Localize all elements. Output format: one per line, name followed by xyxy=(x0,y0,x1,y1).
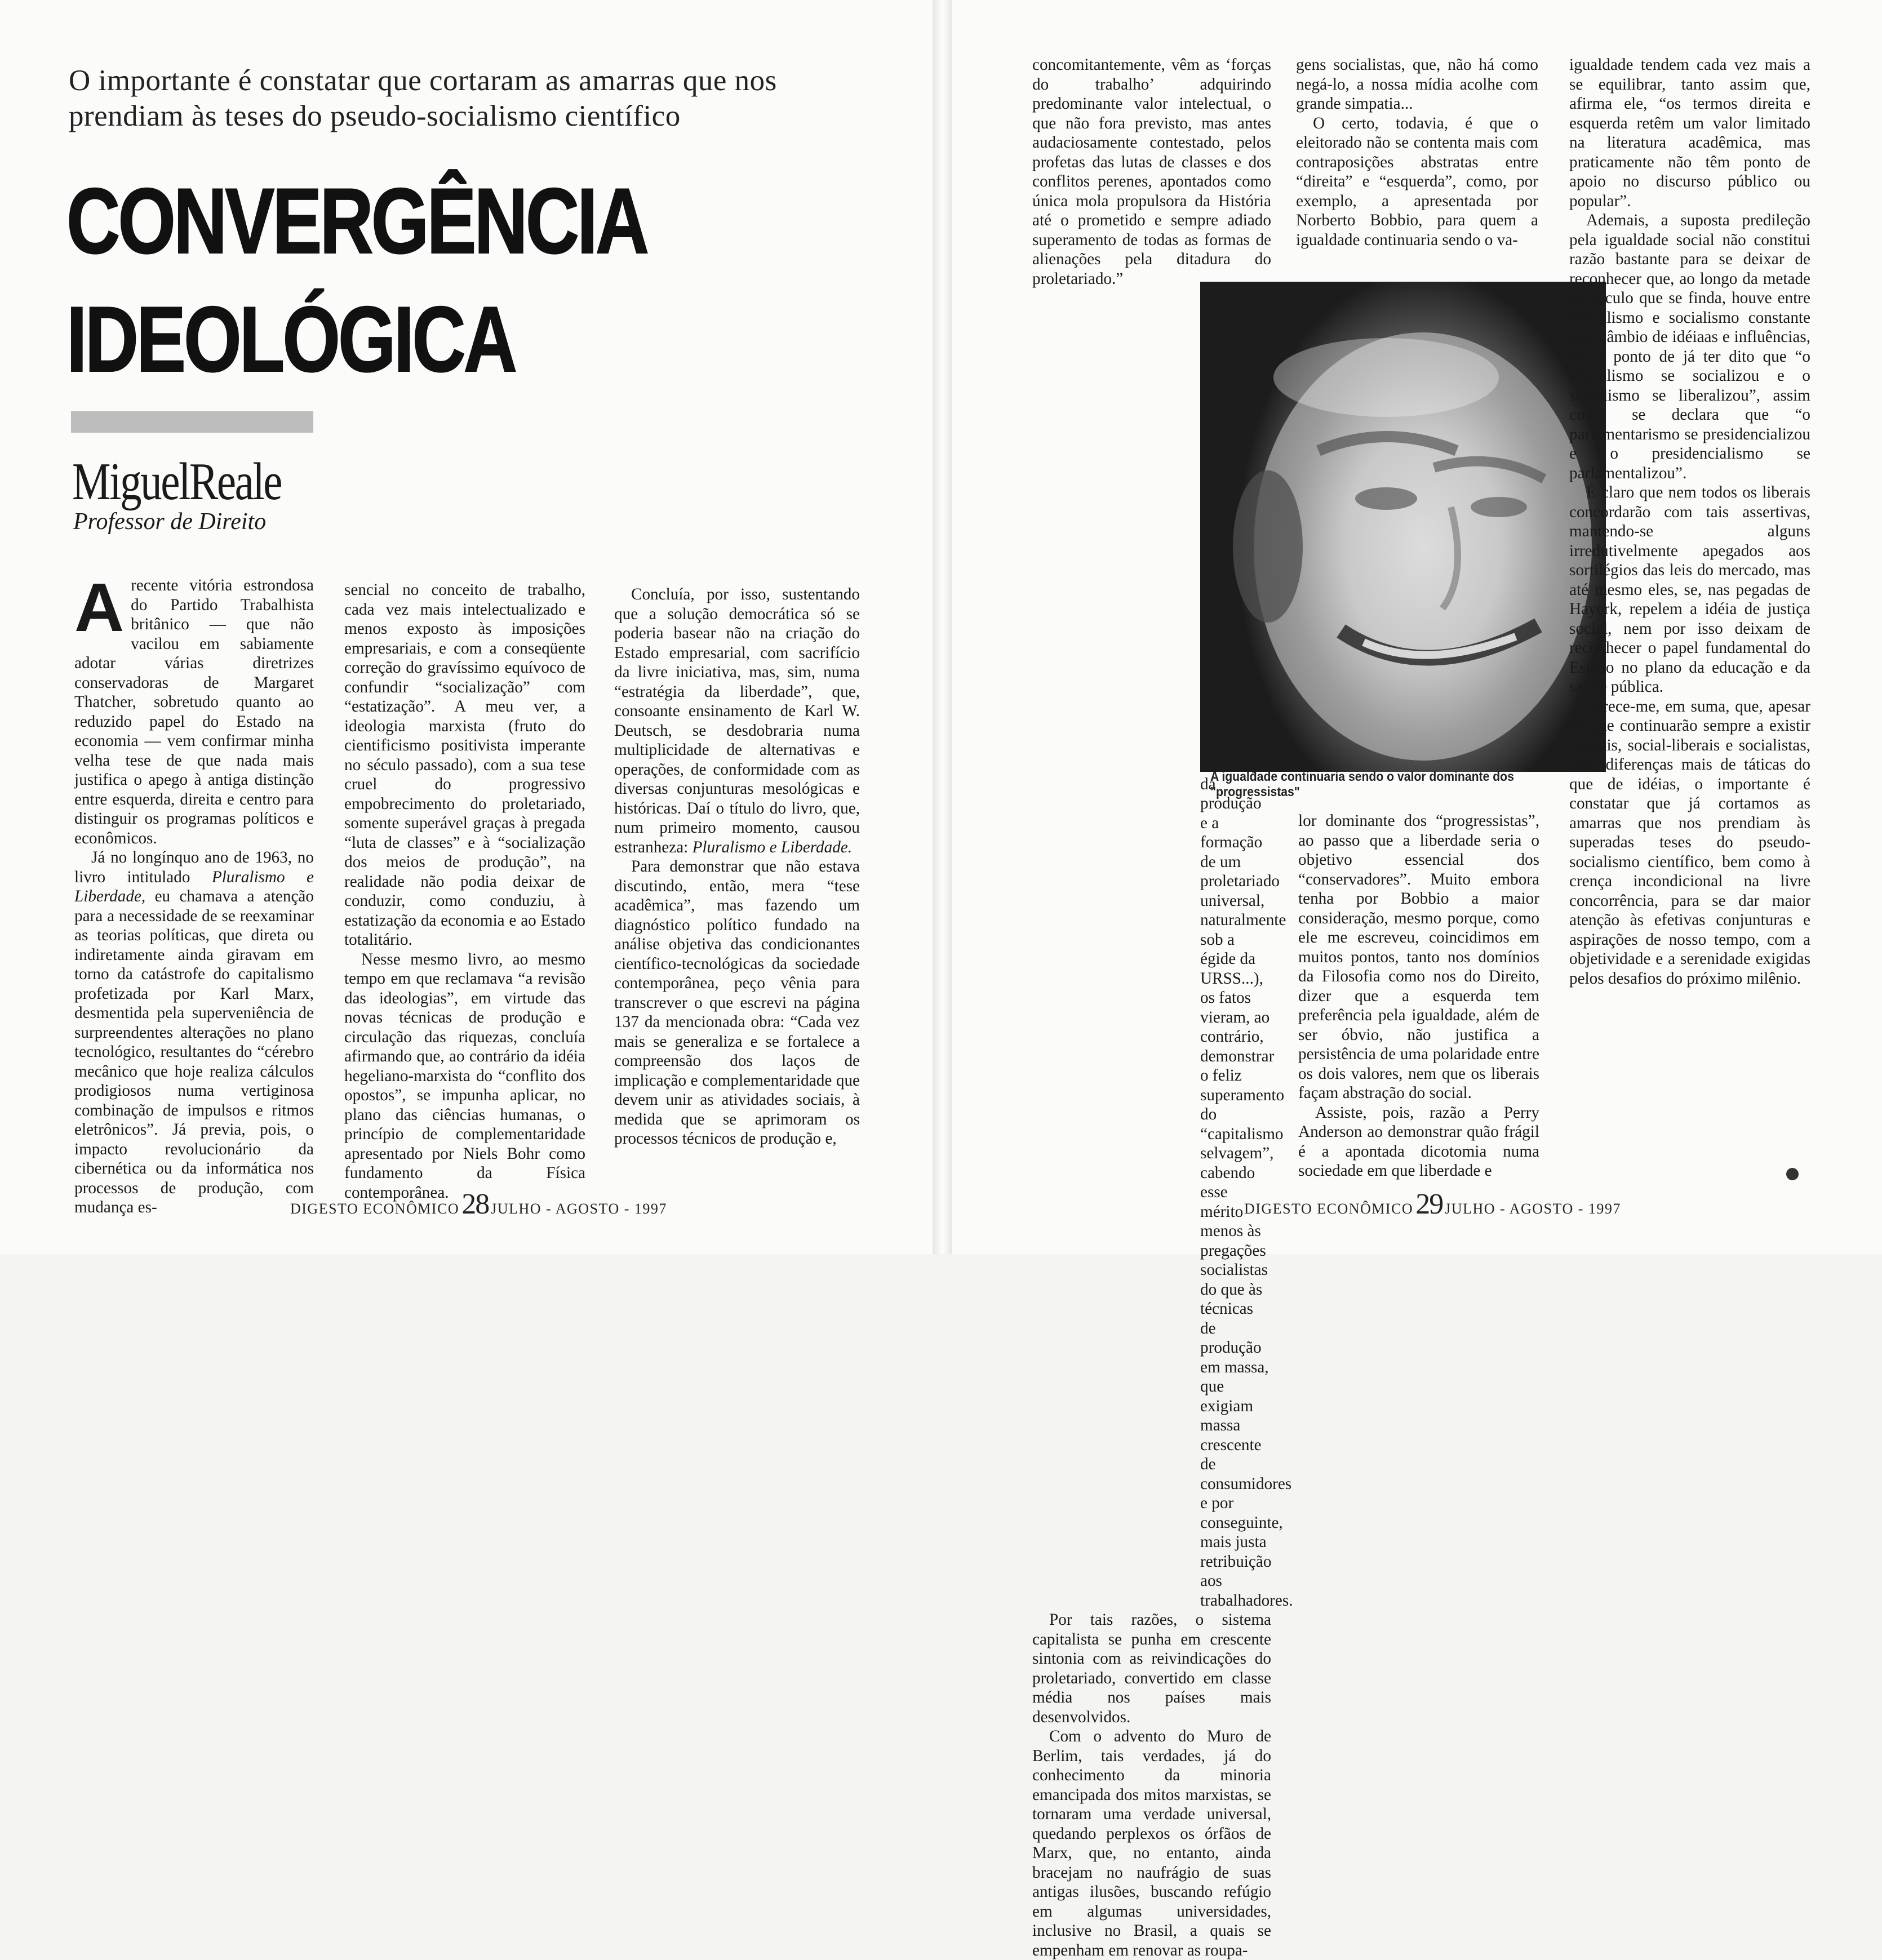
footer-left xyxy=(290,1188,667,1221)
drop-cap: A xyxy=(74,569,125,646)
col5-para-4: Assiste, pois, razão a Perry Anderson ao demonstrar quão frágil é a apontada dicotomia numa sociedade em que liberdade e xyxy=(1298,1103,1539,1180)
col5-para-1: gens socialistas, que, não há como negá-lo, a nossa mídia acolhe com grande simpatia... xyxy=(1296,56,1538,113)
book-title-reference: Pluralismo e Liberdade, xyxy=(74,868,314,905)
article-column-5-top xyxy=(1296,55,1538,250)
title-underline-bar xyxy=(71,411,313,433)
col1-para-2b: eu chamava a atenção para a necessidade de se reexaminar as teorias políticas, que direta ou indiretamente ainda giravam em torno da catástrofe do capitalismo profetizada por Karl Marx, desmentida pela superveniência de surpreendentes alterações no plano tecnológico, resultantes do “cérebro mecânico que hoje realiza cálculos prodigiosos numa vertiginosa combinação de impulsos e ritmos eletrônicos”. Já previa, pois, o impacto revolucionário da cibernética ou da informática nos processos de produção, com mudança es- xyxy=(74,887,314,1216)
portrait-photo xyxy=(1200,282,1606,772)
author-title: Professor de Direito xyxy=(73,509,267,535)
footer-right xyxy=(1244,1188,1621,1221)
kicker-text: O importante é constatar que cortaram as amarras que nos prendiam às teses do pseudo-socialismo científico xyxy=(69,64,777,132)
col2-para-2: Nesse mesmo livro, ao mesmo tempo em que reclamava “a revisão das ideologias”, em virtude das novas técnicas de produção e circulação das riquezas, concluía afirmando que, ao contrário da idéia hegeliano-marxista do “conflito dos opostos”, se impunha aplicar, no plano das ciências humanas, o princípio de complementaridade apresentado por Niels Bohr como fundamento da Física contemporânea. xyxy=(344,950,585,1202)
page-number: 28 xyxy=(461,1188,489,1220)
article-column-3 xyxy=(614,585,860,1149)
article-end-mark xyxy=(1786,1168,1799,1180)
col6-para-1: igualdade tendem cada vez mais a se equilibrar, tanto assim que, afirma ele, “os termos direita e esquerda retêm um valor limitado na literatura acadêmica, mas praticamente não têm ponto de apoio no discurso público ou popular”. xyxy=(1569,56,1810,210)
col5-para-2: O certo, todavia, é que o eleitorado não se contenta mais com contraposições abstratas entre “direita” e “esquerda”, como, por exemplo, a apresentada por Norberto Bobbio, para quem a igualdade continuaria sendo o va- xyxy=(1296,114,1538,249)
article-column-2 xyxy=(344,580,585,1202)
spread-gutter xyxy=(933,0,952,1254)
article-column-1 xyxy=(74,569,314,1217)
photo-caption: A igualdade continuaria sendo o valor dominante dos "progressistas" xyxy=(1210,769,1514,799)
article-column-6 xyxy=(1569,55,1810,988)
col2-para-1: sencial no conceito de trabalho, cada vez mais intelectualizado e menos exposto às imposições empresariais, e com a conseqüente correção do gravíssimo equívoco de confundir “socialização” com “estatização”. A meu ver, a ideologia marxista (fruto do cientificismo positivista imperante no século passado), com a sua tese cruel do progressivo empobrecimento do proletariado, somente superável graças à pregada “luta de classes” e à “socialização dos meios de produção”, na realidade não podia deixar de conduzir, como conduziu, à estatização da economia e ao Estado totalitário. xyxy=(344,581,585,949)
footer-magazine: DIGESTO ECONÔMICO xyxy=(290,1201,460,1217)
footer-date-right: JULHO - AGOSTO - 1997 xyxy=(1445,1201,1621,1217)
book-title-reference-2: Pluralismo e Liberdade. xyxy=(692,838,853,856)
col6-para-2: Ademais, a suposta predileção pela igualdade social não constitui razão bastante para se deixar de reconhecer que, ao longo da metade do século que se finda, houve entre liberalismo e socialismo constante intercâmbio de idéiaas e influências, até o ponto de já ter dito que “o liberalismo se socializou e o socialismo se liberalizou”, assim como se declara que “o parlamentarismo se presidencializou e o presidencialismo se parlamentalizou”. xyxy=(1569,211,1810,482)
footer-date: JULHO - AGOSTO - 1997 xyxy=(491,1201,667,1217)
col6-para-3: É claro que nem todos os liberais concordarão com tais assertivas, mantendo-se alguns irredutivelmente apegados aos sortilégios das leis do mercado, mas até mesmo eles, se, nas pegadas de Hayerk, repelem a idéia de justiça social, nem por isso deixam de reconhecer o papel fundamental do Estado no plano da educação e da saúde pública. xyxy=(1569,483,1810,696)
col4-para-1: concomitantemente, vêm as ‘forças do trabalho’ adquirindo predominante valor intelectual, o que não fora previsto, mas antes audaciosamente contestado, pelos profetas das lutas de classes e dos conflitos perenes, apontados como única mola propulsora da História até o prometido e sempre adiado superamento de todas as formas de alienações pela ditadura do proletariado.” xyxy=(1032,56,1271,288)
col4-para-4: Com o advento do Muro de Berlim, tais verdades, já do conhecimento da minoria emancipada dos mitos marxistas, se tornaram uma verdade universal, quedando perplexos os órfãos de Marx, que, no entanto, ainda bracejam no naufrágio de suas antigas ilusões, buscando refúgio em algumas universidades, inclusive no Brasil, a quais se empenham em renovar as roupa- xyxy=(1032,1727,1271,1959)
col1-para-1: recente vitória estrondosa do Partido Trabalhista britânico — que não vacilou em sabiamente adotar várias diretrizes conservadoras de Margaret Thatcher, sobretudo quanto ao reduzido papel do Estado na economia — vem confirmar minha velha tese de que nada mais justifica o apego à antiga distinção entre esquerda, direita e centro para distinguir os programas políticos e econômicos. xyxy=(74,576,314,847)
col3-para-2: Para demonstrar que não estava discutindo, então, mera “tese acadêmica”, mas fazendo um diagnóstico político fundado na análise objetiva das condicionantes científico-tecnológicas da sociedade contemporânea, peço vênia para transcrever o que escrevi na página 137 da mencionada obra: “Cada vez mais se generaliza e se fortalece a compreensão dos laços de implicação e complementaridade que devem unir as atividades sociais, à medida que se aprimoram os processos técnicos de produção e, xyxy=(614,857,860,1148)
headline-line-2: IDEOLÓGICA xyxy=(66,287,516,391)
col4-para-3: Por tais razões, o sistema capitalista se punha em crescente sintonia com as reivindicações do proletariado, convertido em classe média nos países mais desenvolvidos. xyxy=(1032,1611,1271,1726)
col3-para-1a: Concluía, por isso, sustentando que a solução democrática só se poderia basear não na criação do Estado empresarial, com sacrifício da livre iniciativa, mas, sim, numa “estratégia da liberdade”, que, consoante ensinamento de Karl W. Deutsch, se desdobraria numa multiplicidade de alternativas e operações, de conformidade com as diversas conjunturas mesológicas e históricas. Daí o título do livro, que, num primeiro momento, causou estranheza: xyxy=(614,585,860,856)
footer-magazine-right: DIGESTO ECONÔMICO xyxy=(1244,1201,1414,1217)
col6-para-4: Parece-me, em suma, que, apesar de que continuarão sempre a existir liberais, social-liberais e socialistas, com diferenças mais de táticas do que de idéias, o importante é constatar que já cortamos as amarras que nos prendiam às superadas teses do pseudo-socialismo científico, bem como à crença incondicional na livre concorrência, para se dar maior atenção às efetivas conjunturas e aspirações de nosso tempo, com a objetividade e a serenidade exigidas pelos desafios do próximo milênio. xyxy=(1569,697,1810,988)
headline-line-1: CONVERGÊNCIA xyxy=(66,169,647,273)
portrait-illustration xyxy=(1200,282,1606,772)
author-name: MiguelReale xyxy=(72,452,282,511)
col4-para-2: da produção e a formação de um proletariado universal, naturalmente sob a égide da URSS...), os fatos vieram, ao contrário, demonstrar o feliz superamento do “capitalismo selvagem”, cabendo esse mérito menos às pregações socialistas do que às técnicas de produção em massa, que exigiam massa crescente de consumidores e por conseguinte, mais justa retribuição aos trabalhadores. xyxy=(1200,775,1293,1610)
page-number-right: 29 xyxy=(1415,1188,1443,1220)
col5-para-3: lor dominante dos “progressistas”, ao passo que a liberdade seria o objetivo essencial dos “conservadores”. Muito embora tenha por Bobbio a maior consideração, mesmo porque, como ele me escreveu, coincidimos em muitos pontos, tanto nos domínios da Filosofia como nos do Direito, dizer que a esquerda tem preferência pela igualdade, além de ser óbvio, não justifica a persistência de uma polaridade entre os dois valores, nem que os liberais façam abstração do social. xyxy=(1298,812,1539,1102)
article-column-5-bottom xyxy=(1298,811,1539,1181)
col1-para-2a: Já no longínquo ano de 1963, no livro intitulado xyxy=(74,848,314,886)
